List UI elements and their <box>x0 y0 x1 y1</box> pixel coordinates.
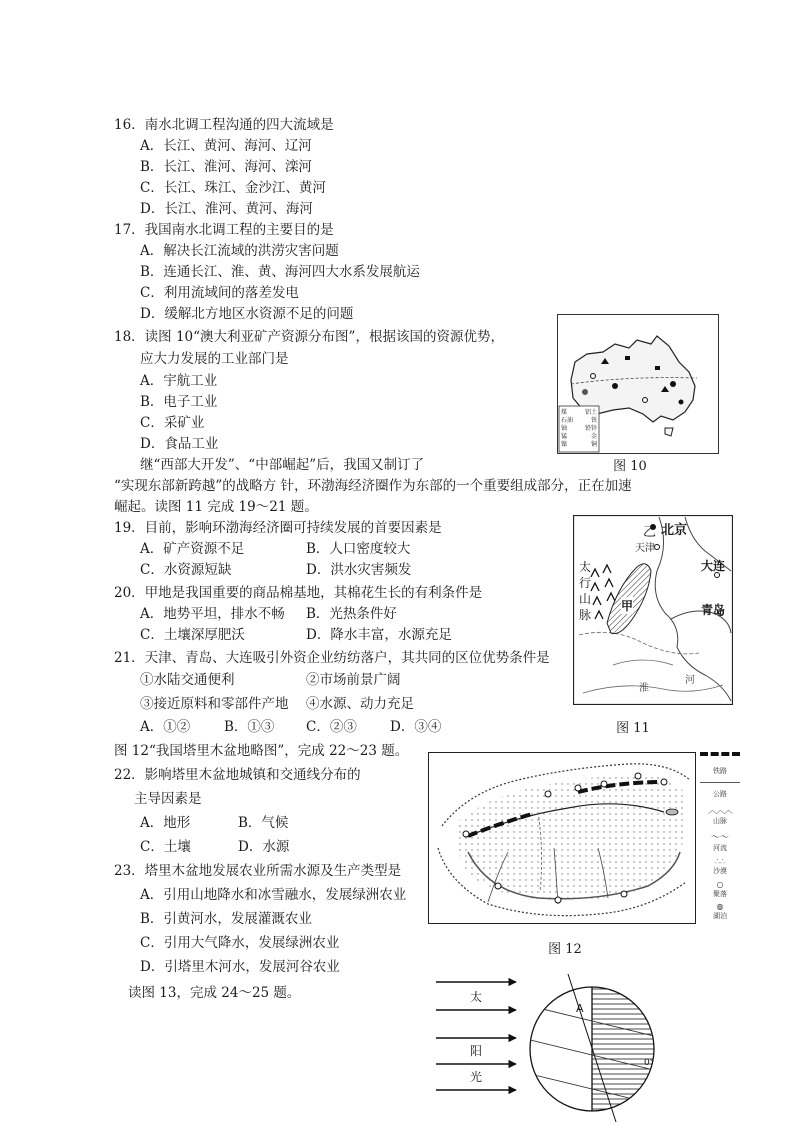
label-he: 河 <box>685 675 695 686</box>
question-18-option-d: D．食品工业 <box>140 436 219 452</box>
fig12-legend-item: 河流 <box>713 844 727 852</box>
question-16-stem: 16．南水北调工程沟通的四大流域是 <box>114 117 334 133</box>
question-21-choice-2: ②市场前景广阔 <box>306 672 401 688</box>
fig10-legend <box>561 409 597 449</box>
label-taihang-mountains <box>579 559 591 623</box>
illumination-svg <box>432 972 662 1122</box>
question-16-option-c: C．长江、珠江、金沙江、黄河 <box>140 180 326 196</box>
settlement-symbol <box>495 883 501 889</box>
question-18-option-a: A．宇航工业 <box>140 373 218 389</box>
question-16-option-b: B．长江、淮河、海河、滦河 <box>140 159 312 175</box>
question-17-option-b: B．连通长江、淮、黄、海河四大水系发展航运 <box>140 264 420 280</box>
label-tianjin: 天津 <box>635 543 655 554</box>
question-23-option-d: D．引塔里木河水，发展河谷农业 <box>140 959 340 975</box>
label-mtn-char: 脉 <box>579 608 592 622</box>
settlement-legend-symbol: ○ <box>716 880 724 889</box>
lake-symbol <box>666 809 678 815</box>
question-18-option-b: B．电子工业 <box>140 394 218 410</box>
fig10-legend-item: 铅锌 <box>584 425 597 432</box>
point-a-label: A <box>576 1002 584 1015</box>
figure-12-tarim-map <box>428 752 696 924</box>
label-jia: 甲 <box>621 599 634 613</box>
fig12-legend-item: 山脉 <box>713 817 727 825</box>
figure-10-australia-map <box>557 314 719 454</box>
fig10-legend-item: 镍 <box>561 441 568 448</box>
tasmania-outline <box>665 428 673 436</box>
question-23-option-a: A．引用山地降水和冰雪融水，发展绿洲农业 <box>140 887 407 903</box>
question-23-option-c: C．引用大气降水，发展绿洲农业 <box>140 935 340 951</box>
iron-symbol <box>612 383 618 389</box>
sun-label-1: 太 <box>470 990 483 1004</box>
label-yi: 乙 <box>643 525 657 540</box>
question-16-option-a: A．长江、黄河、海河、辽河 <box>140 138 312 154</box>
question-20-option-a: A．地势平坦，排水不畅 <box>140 606 285 622</box>
figure-13-illumination-diagram <box>432 972 662 1122</box>
settlement-symbol <box>601 781 607 787</box>
fig10-legend-item: 铁 <box>590 417 597 424</box>
fig10-legend-item: 锰 <box>561 433 568 440</box>
figure-12-caption: 图 12 <box>548 942 582 957</box>
question-21-choice-3: ③接近原料和零部件产地 <box>140 696 289 712</box>
fig10-legend-item: 铜 <box>590 441 597 448</box>
figure-11-bohai-map <box>573 515 733 705</box>
question-19-option-a: A．矿产资源不足 <box>140 541 245 557</box>
settlement-symbol <box>575 785 581 791</box>
settlement-symbol <box>621 891 627 897</box>
question-21-option-b: B．①③ <box>224 719 275 735</box>
question-22-stem-continued: 主导因素是 <box>134 791 202 807</box>
settlement-symbol <box>555 897 561 903</box>
tianjin-city-dot <box>655 545 660 550</box>
fig12-legend-item: 铁路 <box>713 767 727 775</box>
question-23-option-b: B．引黄河水，发展灌溉农业 <box>140 911 312 927</box>
question-22-option-c: C．土壤 <box>140 839 191 855</box>
question-21-choice-4: ④水源、动力充足 <box>306 696 414 712</box>
settlement-symbol <box>545 791 551 797</box>
question-21-option-d: D．③④ <box>390 719 442 735</box>
settlement-symbol <box>635 773 641 779</box>
question-17-option-a: A．解决长江流域的洪涝灾害问题 <box>140 243 339 259</box>
question-19-option-d: D．洪水灾害频发 <box>306 562 412 578</box>
question-18-stem: 18．读图 10“澳大利亚矿产资源分布图”，根据该国的资源优势， <box>114 329 504 345</box>
question-19-stem: 19．目前，影响环渤海经济圈可持续发展的首要因素是 <box>114 520 442 536</box>
question-20-option-c: C．土壤深厚肥沃 <box>140 627 245 643</box>
highway-legend-symbol <box>700 782 740 789</box>
question-22-option-d: D．水源 <box>238 839 290 855</box>
tarim-map-svg <box>428 752 696 924</box>
question-21-stem: 21．天津、青岛、大连吸引外资企业纺纺落户，其共同的区位优势条件是 <box>114 650 550 666</box>
label-mtn-char: 太 <box>579 560 592 574</box>
fig10-legend-item: 石油 <box>561 417 574 424</box>
question-19-option-c: C．水资源短缺 <box>140 562 232 578</box>
sun-label-3: 光 <box>470 1070 483 1084</box>
question-21-option-c: C．②③ <box>306 719 357 735</box>
fig12-legend-item: 沙漠 <box>713 867 727 875</box>
question-18-stem-continued: 应大力发展的工业部门是 <box>140 351 289 367</box>
fig12-legend-item: 聚落 <box>713 890 727 898</box>
intro-19-line1: 继“西部大开发”、“中部崛起”后，我国又制订了 <box>140 457 425 473</box>
question-17-stem: 17．我国南水北调工程的主要目的是 <box>114 222 334 238</box>
label-qingdao: 青岛 <box>701 603 726 617</box>
figure-10-caption: 图 10 <box>613 459 647 474</box>
fig10-legend-item: 金 <box>590 433 597 440</box>
settlement-symbol <box>661 779 667 785</box>
label-mtn-char: 行 <box>579 576 592 590</box>
label-dalian: 大连 <box>701 559 726 573</box>
railway-legend-symbol <box>700 752 740 766</box>
fig10-legend-item: 煤 <box>561 409 568 416</box>
question-22-option-a: A．地形 <box>140 815 191 831</box>
mineral-symbol <box>670 381 676 387</box>
question-20-stem: 20．甲地是我国重要的商品棉基地，其棉花生长的有利条件是 <box>114 585 483 601</box>
fig10-legend-item: 铀 <box>561 425 568 432</box>
label-huai: 淮 <box>639 683 649 694</box>
mountain-legend-symbol: ︿︿︿ <box>707 806 732 816</box>
fig12-legend-item: 公路 <box>713 790 727 798</box>
label-mtn-char: 山 <box>579 592 592 606</box>
question-20-option-b: B．光热条件好 <box>306 606 397 622</box>
coal-symbol <box>625 356 630 360</box>
label-beijing: 北京 <box>661 523 688 538</box>
figure-11-caption: 图 11 <box>616 721 650 736</box>
question-17-option-c: C．利用流域间的落差发电 <box>140 285 299 301</box>
question-18-option-c: C．采矿业 <box>140 415 205 431</box>
fig12-legend-item: 湖泊 <box>713 912 727 920</box>
coal-symbol <box>655 366 660 370</box>
night-hemisphere <box>592 982 662 1122</box>
sun-label-2: 阳 <box>470 1044 483 1058</box>
question-23-stem: 23．塔里木盆地发展农业所需水源及生产类型是 <box>114 863 402 879</box>
mineral-symbol <box>679 400 684 405</box>
question-21-choice-1: ①水陆交通便利 <box>140 672 235 688</box>
intro-24: 读图 13，完成 24～25 题。 <box>128 985 301 1001</box>
river-legend-symbol: ～～ <box>710 833 729 843</box>
fig10-legend-item: 铝土 <box>584 409 597 416</box>
question-21-option-a: A．①② <box>140 719 191 735</box>
desert-legend-symbol: ∴∴ <box>714 857 726 866</box>
question-22-stem: 22．影响塔里木盆地城镇和交通线分布的 <box>114 767 361 783</box>
question-22-option-b: B．气候 <box>238 815 289 831</box>
question-16-option-d: D．长江、淮河、黄河、海河 <box>140 201 313 217</box>
figure-12-legend <box>700 748 740 920</box>
question-17-option-d: D．缓解北方地区水资源不足的问题 <box>140 306 354 322</box>
intro-19-line3: 崛起。读图 11 完成 19～21 题。 <box>114 499 318 515</box>
iron-symbol <box>582 389 588 395</box>
degree-label: 0° <box>644 1058 655 1068</box>
intro-22: 图 12“我国塔里木盆地略图”，完成 22～23 题。 <box>114 743 409 759</box>
intro-19-line2: “实现东部新跨越”的战略方 针，环渤海经济圈作为东部的一个重要组成部分，正在加速 <box>114 478 632 494</box>
settlement-symbol <box>463 831 469 837</box>
question-20-option-d: D．降水丰富，水源充足 <box>306 627 452 643</box>
question-19-option-b: B．人口密度较大 <box>306 541 411 557</box>
lake-legend-symbol: ◍ <box>716 902 724 911</box>
